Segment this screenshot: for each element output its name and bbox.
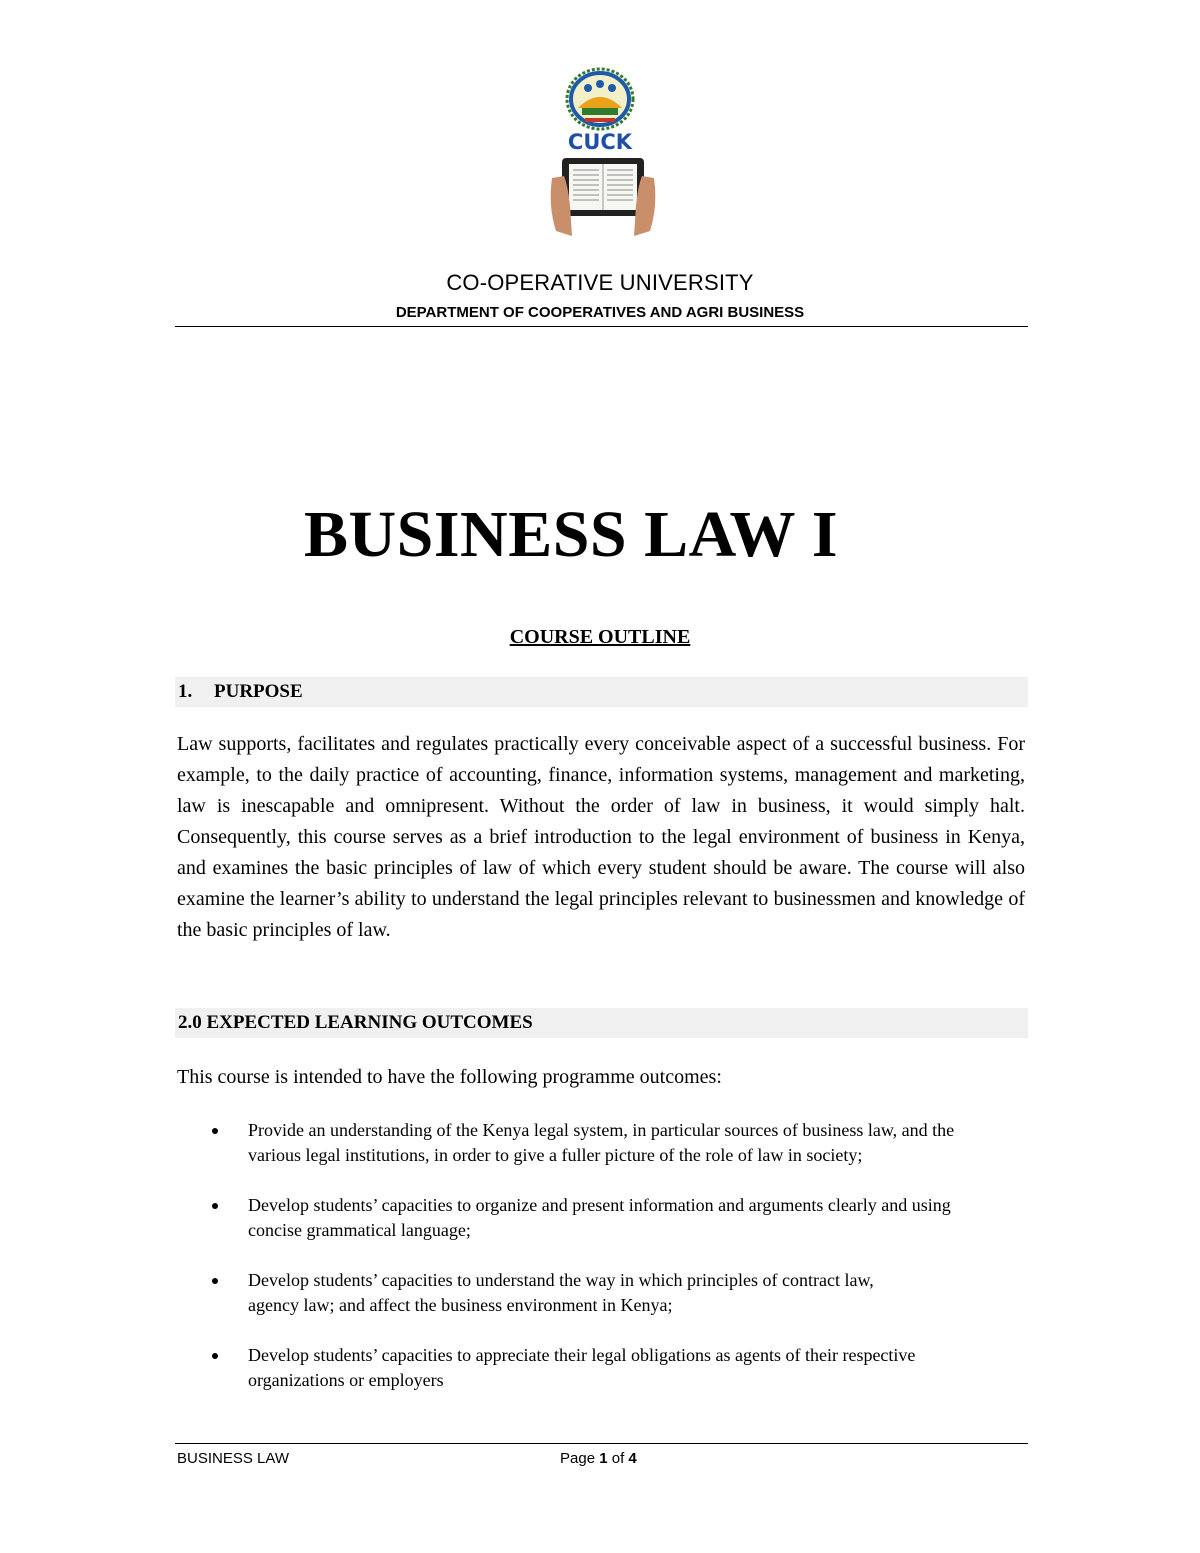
document-title: BUSINESS LAW I [303, 498, 839, 571]
section-heading-outcomes [175, 1008, 1028, 1038]
section-number: 1. [178, 681, 193, 702]
bullet-icon [212, 1203, 218, 1209]
university-name: CO-OPERATIVE UNIVERSITY [446, 270, 754, 295]
section-title: 2.0 EXPECTED LEARNING OUTCOMES [178, 1012, 533, 1033]
outcomes-list [0, 1118, 1200, 1393]
section-title: PURPOSE [214, 681, 303, 702]
outcomes-intro: This course is intended to have the following programme outcomes: [177, 1066, 722, 1088]
of-word: of [611, 1450, 625, 1467]
footer-course-name: BUSINESS LAW [177, 1450, 289, 1467]
list-item-text: Provide an understanding of the Kenya legal system, in particular sources of business law, and the various legal institutions, in order to give a fuller picture of the role of law in society; [248, 1120, 955, 1165]
department-name: DEPARTMENT OF COOPERATIVES AND AGRI BUSINESS [395, 304, 805, 321]
list-item-text: Develop students’ capacities to organize and present information and arguments clearly and using concise grammatical language; [248, 1195, 951, 1240]
footer-rule [175, 1443, 1028, 1444]
header-rule [175, 326, 1028, 327]
tablet-book-icon [551, 158, 656, 236]
list-item [0, 1118, 1008, 1168]
page-number [560, 1450, 637, 1467]
logo-text: CUCK [567, 130, 633, 154]
list-item [0, 1193, 1008, 1243]
section-heading-purpose [175, 677, 1028, 707]
list-item [0, 1268, 888, 1318]
bullet-icon [212, 1353, 218, 1359]
university-logo [538, 66, 668, 242]
bullet-icon [212, 1278, 218, 1284]
page-word: Page [560, 1450, 596, 1467]
bullet-icon [212, 1128, 218, 1134]
list-item-text: Develop students’ capacities to appreciate their legal obligations as agents of their respective organizations or employers [248, 1345, 916, 1390]
page-current: 1 [599, 1450, 608, 1467]
course-outline-heading: COURSE OUTLINE [509, 626, 691, 648]
crest-icon [567, 69, 633, 129]
purpose-paragraph: Law supports, facilitates and regulates practically every conceivable aspect of a successful business. For example, to the daily practice of accounting, finance, information systems, management and marketing, law is inescapable and omnipresent. Without the order of law in business, it would simply halt. Consequently, this course serves as a brief introduction to the legal environment of business in Kenya, and examines the basic principles of law of which every student should be aware. The course will also examine the learner’s ability to understand the legal principles relevant to businessmen and knowledge of the basic principles of law. [177, 733, 1025, 941]
page-total: 4 [628, 1450, 637, 1467]
list-item-text: Develop students’ capacities to understand the way in which principles of contract law, agency law; and affect the business environment in Kenya; [248, 1270, 874, 1315]
list-item [0, 1343, 1008, 1393]
